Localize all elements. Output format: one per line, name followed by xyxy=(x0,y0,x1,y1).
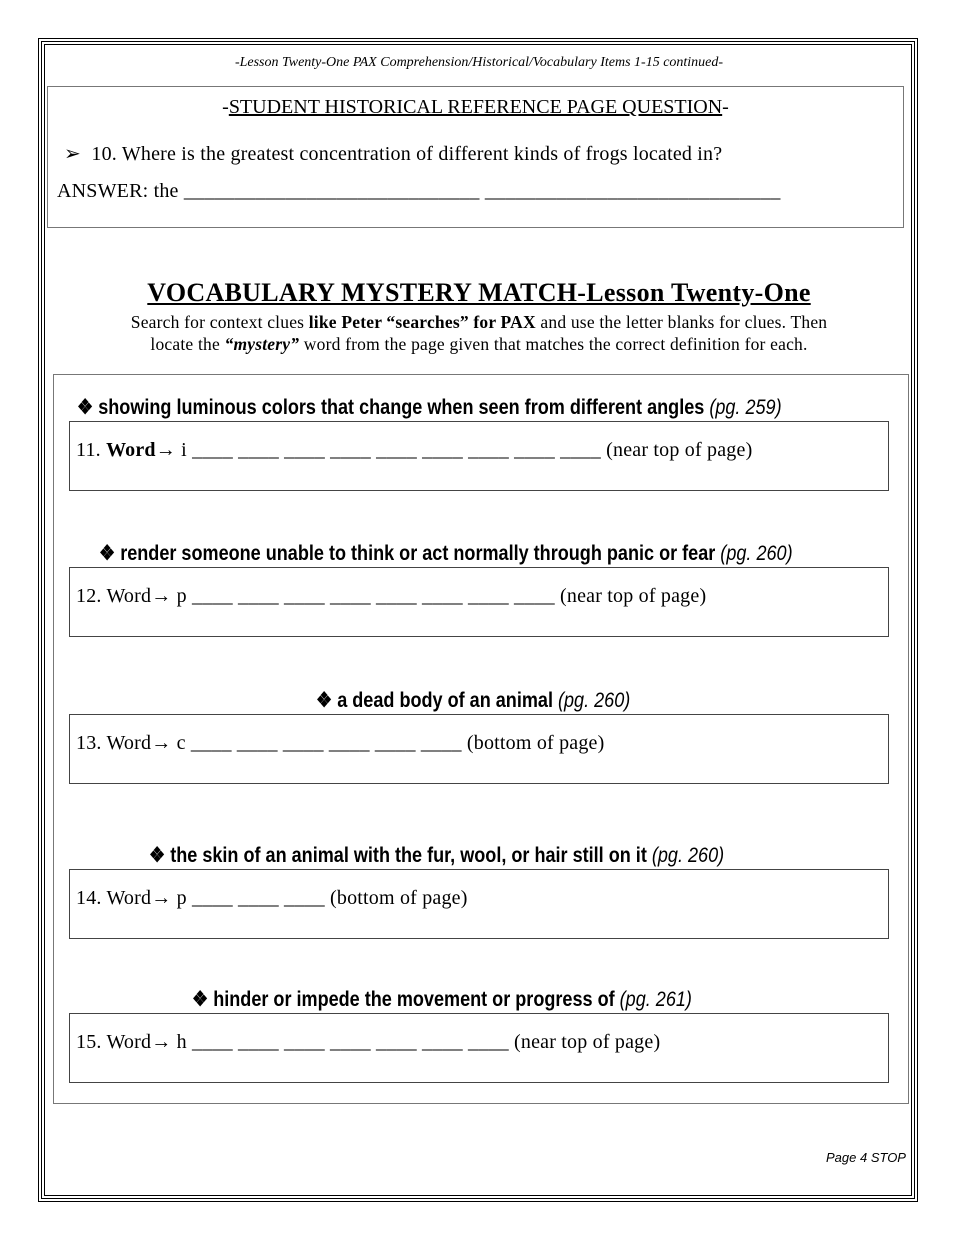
word-box-15[interactable] xyxy=(69,1013,889,1083)
answer-blanks-12[interactable]: p ____ ____ ____ ____ ____ ____ ____ ____ (near top of page) xyxy=(176,585,707,607)
word-label-13: Word xyxy=(106,732,152,754)
page-ref-13: (pg. 260) xyxy=(557,689,631,712)
title-suffix: - xyxy=(722,96,729,118)
definition-15 xyxy=(192,987,692,1012)
answer-10-line[interactable]: ANSWER: the _____________________________ _____________________________ xyxy=(57,180,781,202)
word-line-12 xyxy=(76,585,706,608)
arrow-icon: → xyxy=(151,732,177,754)
definition-15-text: ❖ hinder or impede the movement or progress of xyxy=(192,988,615,1011)
instr-text-4: word from the page given that matches the correct definition for each. xyxy=(299,334,808,354)
arrow-icon: → xyxy=(151,1031,177,1053)
vocab-title: VOCABULARY MYSTERY MATCH-Lesson Twenty-One xyxy=(147,278,811,307)
historical-question-box xyxy=(47,86,904,228)
title-prefix: - xyxy=(222,96,229,118)
instr-bold-2: “mystery” xyxy=(224,334,300,354)
page-ref-11: (pg. 259) xyxy=(709,396,782,419)
arrow-icon: → xyxy=(155,439,182,461)
page-ref-12: (pg. 260) xyxy=(720,542,793,565)
answer-blanks-14[interactable]: p ____ ____ ____ (bottom of page) xyxy=(176,887,468,909)
word-box-12[interactable] xyxy=(69,567,889,637)
item-number-14: 14. xyxy=(76,887,107,909)
instr-text-2: and use the letter blanks for clues. Then xyxy=(535,312,828,332)
instr-text-3: locate the xyxy=(150,334,225,354)
historical-title xyxy=(48,96,903,119)
word-line-15 xyxy=(76,1031,660,1054)
question-10-text: 10. Where is the greatest concentration of different kinds of frogs located in? xyxy=(91,143,723,165)
definition-11 xyxy=(77,395,782,420)
arrow-icon: → xyxy=(151,585,177,607)
definition-12-text: ❖ render someone unable to think or act normally through panic or fear xyxy=(99,542,716,565)
word-box-11[interactable] xyxy=(69,421,889,491)
question-10 xyxy=(64,141,722,166)
instr-bold-1: like Peter “searches” for PAX xyxy=(308,312,536,332)
word-label-12: Word xyxy=(106,585,152,607)
instructions-line-2 xyxy=(48,333,910,355)
page-ref-14: (pg. 260) xyxy=(651,844,725,867)
answer-blanks-11[interactable]: i ____ ____ ____ ____ ____ ____ ____ ____ ____ (near top of page) xyxy=(181,439,753,461)
word-label-11: Word xyxy=(106,439,156,461)
word-line-14 xyxy=(76,887,468,910)
arrow-bullet-icon: ➢ xyxy=(64,143,81,165)
definition-11-text: ❖ showing luminous colors that change when seen from different angles xyxy=(77,396,705,419)
item-number-12: 12. xyxy=(76,585,107,607)
word-line-13 xyxy=(76,732,605,755)
item-number-15: 15. xyxy=(76,1031,107,1053)
word-label-14: Word xyxy=(106,887,152,909)
answer-blanks-15[interactable]: h ____ ____ ____ ____ ____ ____ ____ (near top of page) xyxy=(176,1031,661,1053)
page-ref-15: (pg. 261) xyxy=(619,988,692,1011)
historical-title-text: STUDENT HISTORICAL REFERENCE PAGE QUESTION xyxy=(228,96,723,118)
item-number-13: 13. xyxy=(76,732,107,754)
definition-13 xyxy=(316,688,630,713)
answer-blanks-13[interactable]: c ____ ____ ____ ____ ____ ____ (bottom of page) xyxy=(176,732,605,754)
lesson-header: -Lesson Twenty-One PAX Comprehension/Historical/Vocabulary Items 1-15 continued- xyxy=(234,55,724,70)
word-label-15: Word xyxy=(106,1031,152,1053)
definition-13-text: ❖ a dead body of an animal xyxy=(316,689,553,712)
word-box-13[interactable] xyxy=(69,714,889,784)
arrow-icon: → xyxy=(151,887,177,909)
instr-text-1: Search for context clues xyxy=(130,312,309,332)
word-box-14[interactable] xyxy=(69,869,889,939)
definition-14 xyxy=(149,843,724,868)
word-line-11 xyxy=(76,439,752,462)
item-number-11: 11. xyxy=(76,439,107,461)
instructions-line-1 xyxy=(48,311,910,333)
definition-14-text: ❖ the skin of an animal with the fur, wool, or hair still on it xyxy=(149,844,647,867)
page-footer: Page 4 STOP xyxy=(826,1150,906,1165)
definition-12 xyxy=(99,541,793,566)
